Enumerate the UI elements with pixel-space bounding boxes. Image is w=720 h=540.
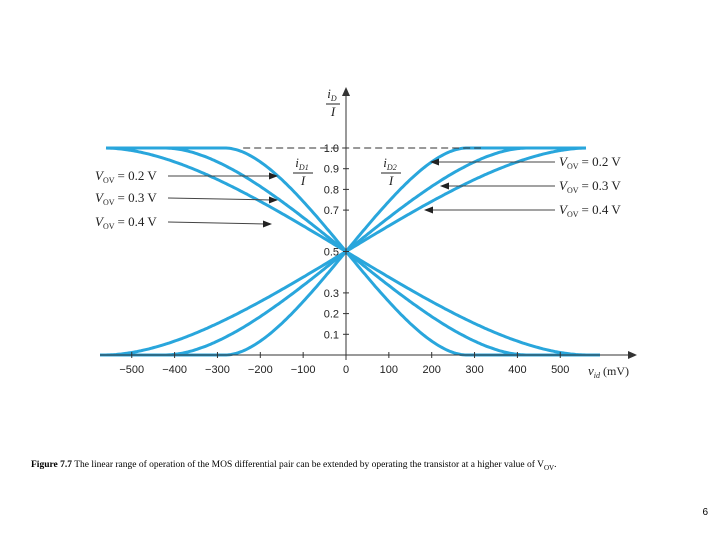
left-legend-var: V <box>95 214 103 229</box>
x-tick-label: 500 <box>551 364 570 376</box>
y-tick-label: 1.0 <box>323 143 339 155</box>
x-tick-label: −100 <box>290 364 316 376</box>
page-number: 6 <box>702 507 708 518</box>
curves-group <box>100 148 600 355</box>
right-legend-1 <box>559 178 621 195</box>
right-legend-value: = 0.2 V <box>581 154 621 169</box>
y-axis-label-numerator: $i_D$ <box>327 86 337 103</box>
y-tick-label: 0.5 <box>323 246 339 259</box>
x-tick-label: −200 <box>247 364 273 376</box>
right-legend-sub: OV <box>566 186 579 195</box>
figure-caption <box>31 460 691 472</box>
x-tick-label: −400 <box>162 364 187 376</box>
x-tick-label: 0 <box>342 364 350 376</box>
right-legend-0 <box>559 154 621 171</box>
x-axis-arrow <box>628 351 637 359</box>
curve-label-id1-sub: D1 <box>298 163 309 172</box>
caption-end: . <box>554 460 557 470</box>
x-axis-label-unit: (mV) <box>603 364 630 378</box>
y-tick-label: 0.8 <box>323 184 339 197</box>
left-legend-sub: OV <box>102 222 115 231</box>
right-legend-arrow-1 <box>440 183 449 190</box>
left-legend-var: V <box>95 190 103 205</box>
curve-label-id2-denominator: I <box>388 173 394 188</box>
y-tick-label: 0.3 <box>323 287 339 300</box>
y-axis-label-denominator: I <box>330 104 336 119</box>
left-legend-arrow-2 <box>263 221 272 228</box>
y-tick-label: 0.2 <box>323 308 339 321</box>
y-axis-arrow <box>342 87 350 96</box>
x-tick-label: −500 <box>119 364 145 376</box>
left-legend-value: = 0.3 V <box>117 190 157 205</box>
right-legend-sub: OV <box>566 210 579 219</box>
caption-figure-label: Figure 7.7 <box>31 460 72 470</box>
left-legend-0 <box>95 168 157 185</box>
axes-group <box>100 87 637 376</box>
left-legend-value: = 0.4 V <box>117 214 157 229</box>
right-legend-arrow-2 <box>424 207 433 214</box>
left-legend-1 <box>95 190 157 207</box>
y-tick-label: 0.7 <box>323 205 339 218</box>
right-legend-var: V <box>559 154 567 169</box>
curve-label-id2-numerator: $i_{D2}$ <box>383 155 397 172</box>
left-legend-sub: OV <box>102 198 115 207</box>
left-legend-sub: OV <box>102 176 115 185</box>
y-axis-label-sub: D <box>330 94 337 103</box>
curve-label-id1-numerator: $i_{D1}$ <box>295 155 309 172</box>
right-legend-var: V <box>559 178 567 193</box>
right-legend-value: = 0.3 V <box>581 178 621 193</box>
left-legend-var: V <box>95 168 103 183</box>
right-legend-2 <box>559 202 621 219</box>
caption-text: The linear range of operation of the MOS differential pair can be extended by operating the transistor at a higher value of V <box>74 460 544 470</box>
x-tick-label: 400 <box>508 364 527 376</box>
x-tick-label: 200 <box>422 364 441 376</box>
x-tick-label: 300 <box>465 364 484 376</box>
y-tick-label: 0.1 <box>323 329 339 342</box>
right-legend-var: V <box>559 202 567 217</box>
x-axis-label: $v_{id}$ (mV) <box>588 363 630 380</box>
curve-label-id1-denominator: I <box>300 173 306 188</box>
right-legend-sub: OV <box>566 162 579 171</box>
right-legend-value: = 0.4 V <box>581 202 621 217</box>
y-tick-label: 0.9 <box>323 163 339 176</box>
x-tick-label: −300 <box>205 364 230 376</box>
x-axis-label-sub: id <box>593 371 601 380</box>
left-legend-value: = 0.2 V <box>117 168 157 183</box>
left-legend-leader-2 <box>168 222 266 224</box>
x-tick-label: 100 <box>379 364 399 376</box>
left-legend-2 <box>95 214 157 231</box>
curve-label-id2-sub: D2 <box>386 163 397 172</box>
caption-sub: OV <box>543 463 555 472</box>
